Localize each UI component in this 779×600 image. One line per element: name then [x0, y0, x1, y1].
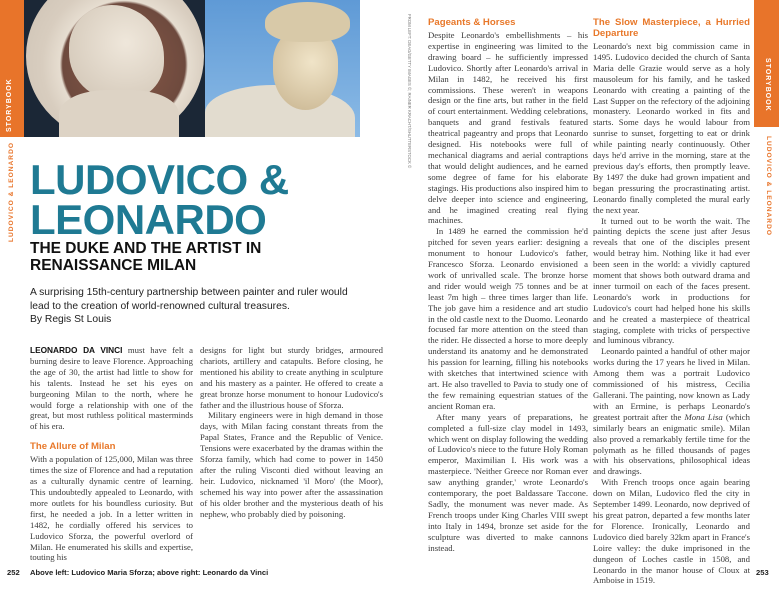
left-column-1 — [30, 345, 193, 563]
paragraph: Military engineers were in high demand in those days, with Milan facing constant threats from the Papal States, France and the Republic of Venice. Tensions were exacerbated by the dramas within the Sforza family, which had come to power in 1450 after the ruling Visconti died without leaving an heir. Ludovico, nicknamed 'il Moro' (the Moor), schemed his way into power after the assassination of his older brother and the mysterious death of his nephew, who probably died by poisoning. — [200, 410, 383, 519]
title-line: LEONARDO — [30, 196, 267, 243]
paragraph: designs for light but sturdy bridges, armoured chariots, artillery and catapults. Before closing, he mentioned his ability to create anything in sculpture and his mastery as a painter. He offered to create a great bronze horse monument to honour Ludovico's father and the illustrious house of Sforza. — [200, 345, 383, 410]
page-number-left: 252 — [7, 568, 20, 577]
section-heading: The Allure of Milan — [30, 441, 116, 453]
italic-title: Mona Lisa — [684, 411, 723, 422]
section-heading: The Slow Masterpiece, a Hurried Departure — [593, 17, 750, 39]
paragraph: In 1489 he earned the commission he'd pitched for seven years earlier: designing a monument to honour Ludovico's father, Francesco Sforza. Leonardo envisioned a work of unrivalled scale. The bronze horse and rider would weigh 75 tonnes and be at least 7m high – three times larger than life. The job gave him a residence and art studio in the old castle next to the Duomo. Leonardo focused far more attention on the steed than the rider. He dissected a horse to more deeply understand its anatomy and he demonstrated his passion for learning, filling his notebooks with sketches that intertwined science with art. He also travelled to Pavia to study one of the few remaining equestrian statues of the ancient Roman era. — [428, 226, 588, 411]
photo-leonardo-statue — [205, 0, 360, 137]
standfirst — [30, 286, 360, 327]
subtitle-line: THE DUKE AND THE ARTIST IN — [30, 240, 262, 257]
photo-credit: FROM LEFT: DEAG/GETTY IMAGES ©; RAINER KRACHT/SHUTTERSTOCK © — [407, 14, 412, 169]
paragraph: After many years of preparations, he completed a full-size clay model in 1493, which went on display following the wedding of Ludovico's niece to the future Holy Roman emperor, Maximilian I. His work was a masterpiece. 'Neither Greece nor Roman ever saw anything grander,' wrote Leonardo's contemporary, the poet Baldassare Taccone. Sadly, the monument was never made. As French troops under King Charles VIII swept into Italy in 1494, bronze set aside for the sculpture was diverted to make cannons instead. — [428, 411, 588, 553]
section-tab-right — [754, 0, 779, 127]
paragraph-text: Leonardo painted a handful of other major works during the 17 years he lived in Milan. Among them was a portrait Ludovico commissioned of his mistress, Cecilia Gallerani. The painting, now known as Lady with an Ermine, is perhaps Leonardo's greatest portrait after the — [593, 346, 750, 422]
paragraph-text: (which similarly bears an enigmatic smile). Milan also proved a remarkably fertile time for the polymath as he filled thousands of pages with his observations, philosophical ideas and drawings. — [593, 411, 750, 477]
paragraph: It turned out to be worth the wait. The painting depicts the scene just after Jesus reveals that one of the disciples present would betray him. Nothing like it had ever been seen in the world: a vividly captured moment that shows both outward drama and inner turmoil on each of the faces present. Leonardo's work in productions for Ludovico's court had helped hone his skills and he created a masterpiece of theatrical staging, complete with tricks of perspective and luminous vibrancy. — [593, 215, 750, 346]
section-heading: Pageants & Horses — [428, 17, 516, 28]
intro-text: A surprising 15th-century partnership between painter and ruler would lead to the creation of world-renowned cultural treasures. — [30, 287, 348, 312]
section-tab-label: STORYBOOK — [764, 58, 771, 112]
section-tab-left — [0, 0, 24, 137]
article-title — [30, 156, 289, 243]
left-column-2 — [200, 345, 383, 520]
paragraph: Despite Leonardo's embellishments – his expertise in engineering was limited to the drawing board – he sufficiently impressed Ludovico. Shortly after Leonardo's arrival in Milan in 1482, he received his first commissions. These weren't in weapons design or the fine arts, but rather in the field of court entertainment. Wedding celebrations, banquets and grand festivals featured theatrical pageantry and props that Leonardo designed. His notebooks were full of mechanical diagrams and aerial contraptions that would delight audiences, and he earned some degree of fame for his elaborate stagings. His productions also inspired him to delve deeper into science and engineering, and he imagined creating real flying machines. — [428, 30, 588, 226]
paragraph — [30, 345, 193, 432]
photo-ludovico-relief — [24, 0, 205, 137]
paragraph: With French troops once again bearing down on Milan, Ludovico fled the city in September 1499. Leonardo, now deprived of his great patron, departed a few months later for Florence. Ironically, Leonardo and Ludovico died barely 32km apart in France's Loire valley: the duke imprisoned in the dungeon of Loches castle in 1508, and Leonardo in the manor house of Cloux at Amboise in 1519. — [593, 477, 750, 586]
running-head-right: LUDOVICO & LEONARDO — [765, 136, 772, 236]
paragraph: Leonardo's next big commission came in 1495. Ludovico decided the church of Santa Maria delle Grazie would serve as a holy mausoleum for his family, and he tasked Leonardo with creating a painting of the Last Supper on the refectory of the adjoining monastery. Leonardo worked in fits and starts. Some days he would labour from sunrise to sunset, forgetting to eat or drink while painting nearly continuously. Other days he'd arrive in the morning, stare at the previous day's efforts, then promptly leave. By 1497 the duke had grown impatient and began pressuring the procrastinating artist. Leonardo finally completed the mural early the next year. — [593, 41, 750, 215]
right-column-2 — [593, 17, 750, 586]
title-line: LUDOVICO & — [30, 156, 289, 203]
paragraph-text: must have felt a burning desire to leave Florence. Approaching the age of 30, the artist had little to show for his talents. Instead he set his eyes on burgeoning Milan to the north, where he would forge a relationship with one of the great, but most ruthless political masterminds of his era. — [30, 345, 193, 432]
right-column-1 — [428, 17, 588, 554]
lead-in: LEONARDO DA VINCI — [30, 345, 123, 355]
running-head-left: LUDOVICO & LEONARDO — [8, 142, 15, 242]
paragraph: With a population of 125,000, Milan was three times the size of Florence and had a reputation as a culturally dynamic centre of learning. This undoubtedly appealed to Leonardo, with more outlets for his boundless curiosity. But first, he needed a job. In a letter written in 1482, he cordially offered his services to Ludovico Sforza, the powerful overlord of Milan. He enumerated his skills and expertise, touting his — [30, 454, 193, 563]
page-number-right: 253 — [756, 568, 769, 577]
photo-caption: Above left: Ludovico Maria Sforza; above right: Leonardo da Vinci — [30, 568, 269, 577]
section-tab-label: STORYBOOK — [6, 78, 13, 132]
byline: By Regis St Louis — [30, 314, 112, 325]
subtitle-line: RENAISSANCE MILAN — [30, 257, 197, 274]
article-subtitle — [30, 240, 261, 274]
paragraph — [593, 346, 750, 477]
